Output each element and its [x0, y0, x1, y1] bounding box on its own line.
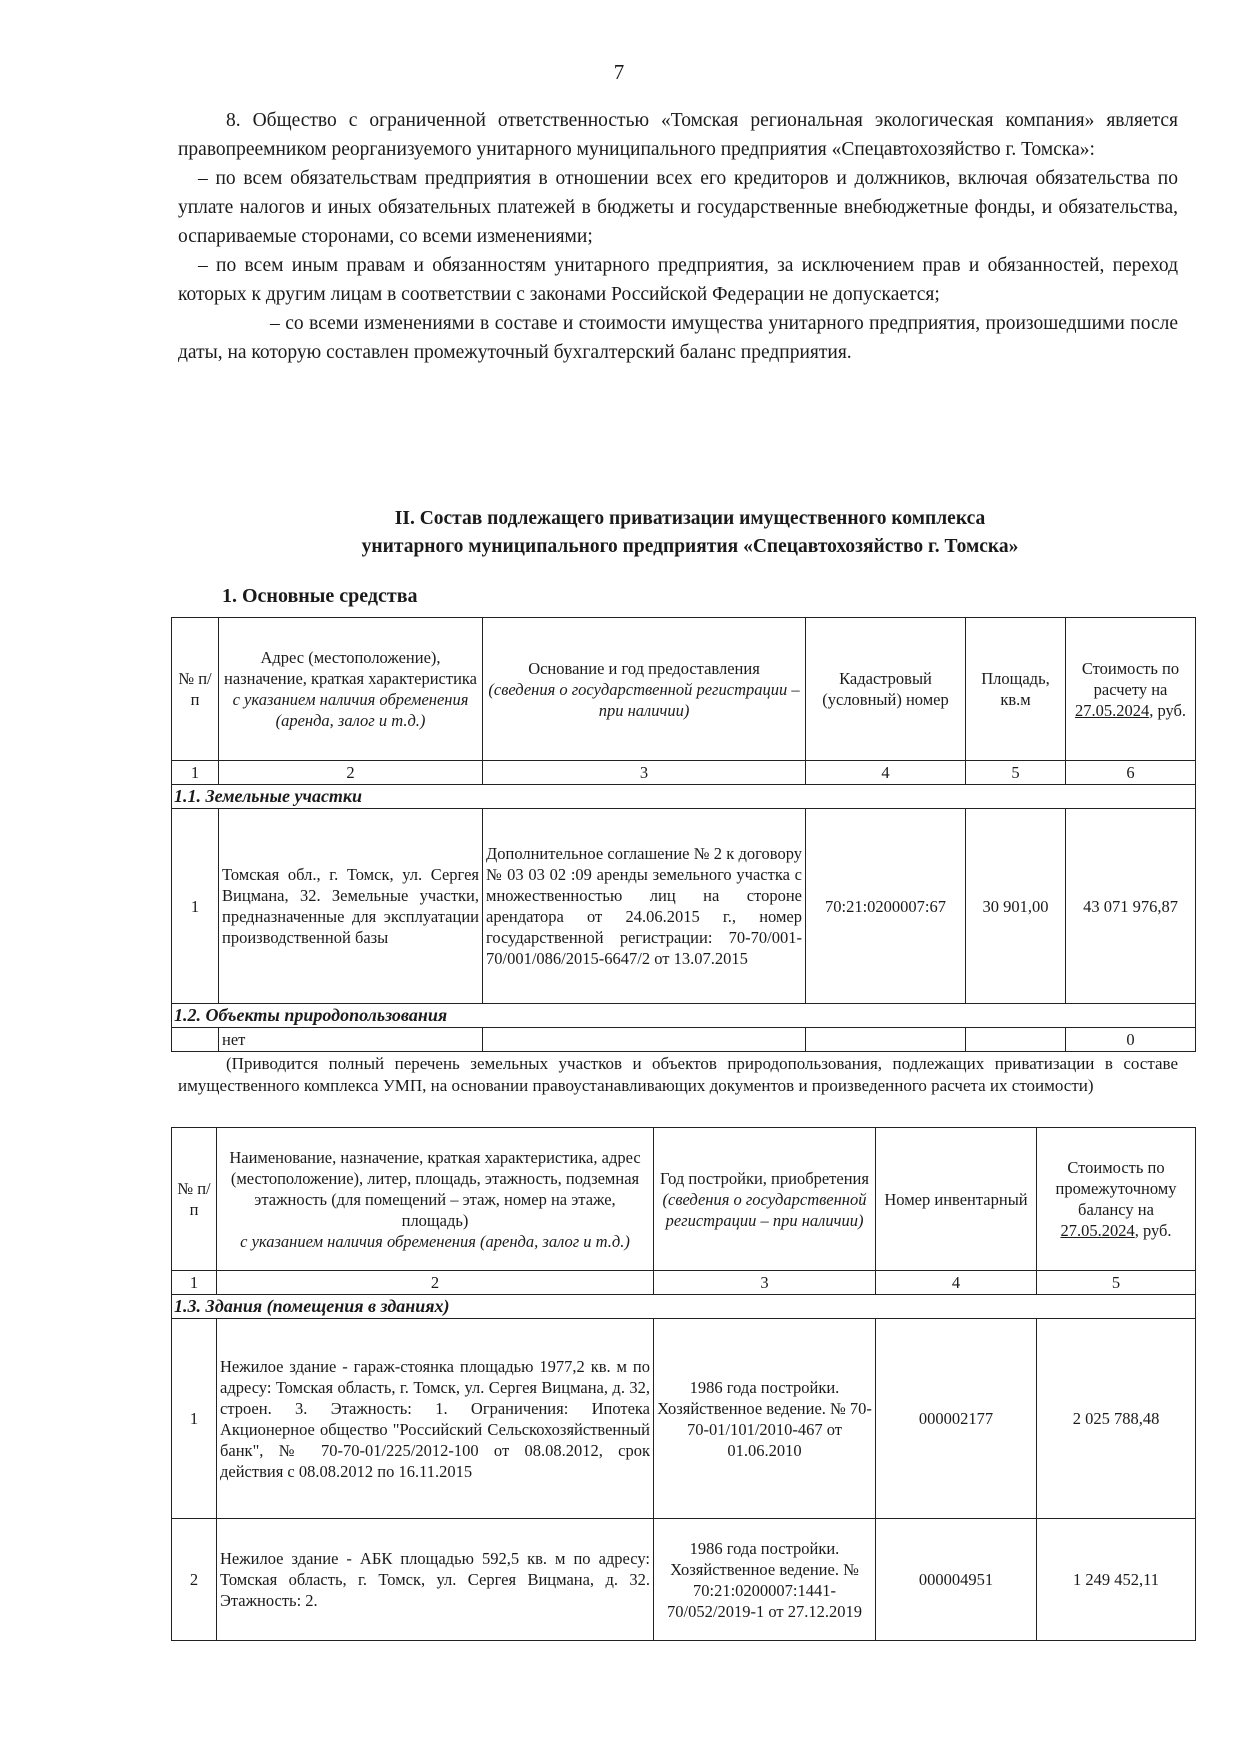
row-name: Нежилое здание - гараж-стоянка площадью 1977,2 кв. м по адресу: Томская область, г. Томск, ул. Сергея Вицмана, д. 32, строен. 3. Этажность: 1. Ограничения: Ипотека Акционерное общество "Российский Сельскохозяйственный банк", № 70-70-01/225/2012-100 от 08.08.2012, срок действия с 08.08.2012 по 16.11.2015 [217, 1319, 654, 1519]
row-area: 30 901,00 [966, 809, 1066, 1004]
paragraph-property-changes: – со всеми изменениями в составе и стоимости имущества унитарного предприятия, произошедшими после даты, на которую составлен промежуточный бухгалтерский баланс предприятия. [178, 313, 1178, 363]
row-cadastral: 70:21:0200007:67 [806, 809, 966, 1004]
paragraph-rights: – по всем иным правам и обязанностям унитарного предприятия, за исключением прав и обязанностей, переход которых к другим лицам в соответствии с законами Российской Федерации не допускается; [178, 255, 1178, 305]
row-basis: Дополнительное соглашение № 2 к договору № 03 03 02 :09 аренды земельного участка с множественностью лиц на стороне арендатора от 24.06.2015 г., номер государственной регистрации: 70-70/001-70/001/086/2015-6647/2 от 13.07.2015 [483, 809, 806, 1004]
header-number: № п/п [172, 618, 219, 761]
row-inventory: 000004951 [876, 1519, 1037, 1641]
header-cost: Стоимость по расчету на 27.05.2024, руб. [1066, 618, 1196, 761]
subsection-title: 1. Основные средства [222, 585, 418, 607]
header-number: № п/п [172, 1128, 217, 1271]
table-row [172, 809, 1196, 1004]
header-basis: Основание и год предоставления (сведения о государственной регистрации – при наличии) [483, 618, 806, 761]
section-title [170, 505, 1210, 561]
table-note: (Приводится полный перечень земельных участков и объектов природопользования, подлежащих приватизации в составе имущественного комплекса УМП, на основании правоустанавливающих документов и произведенного расчета их стоимости) [178, 1054, 1178, 1095]
table-header-row [172, 618, 1196, 761]
table-header-row [172, 1128, 1196, 1271]
row-year: 1986 года постройки. Хозяйственное ведение. № 70:21:0200007:1441-70/052/2019-1 от 27.12.2019 [654, 1519, 876, 1641]
row-number: 2 [172, 1519, 217, 1641]
row-name: Нежилое здание - АБК площадью 592,5 кв. м по адресу: Томская область, г. Томск, ул. Сергея Вицмана, д. 32. Этажность: 2. [217, 1519, 654, 1641]
row-cost: 2 025 788,48 [1037, 1319, 1196, 1519]
row-year: 1986 года постройки. Хозяйственное ведение. № 70-70-01/101/2010-467 от 01.06.2010 [654, 1319, 876, 1519]
paragraph-obligations: – по всем обязательствам предприятия в отношении всех его кредиторов и должников, включая обязательства по уплате налогов и иных обязательных платежей в бюджеты и государственные внебюджетные фонды, и обязательства, оспариваемые сторонами, со всеми изменениями; [178, 168, 1178, 247]
buildings-table [171, 1127, 1196, 1641]
row-cost: 1 249 452,11 [1037, 1519, 1196, 1641]
header-year: Год постройки, приобретения (сведения о государственной регистрации – при наличии) [654, 1128, 876, 1271]
row-cost: 0 [1066, 1028, 1196, 1052]
paragraph-successor: 8. Общество с ограниченной ответственностью «Томская региональная экологическая компания» является правопреемником реорганизуемого унитарного муниципального предприятия «Спецавтохозяйство г. Томска»: [178, 110, 1178, 160]
table-row [172, 1319, 1196, 1519]
row-number: 1 [172, 1319, 217, 1519]
header-cadastral: Кадастровый (условный) номер [806, 618, 966, 761]
header-inventory: Номер инвентарный [876, 1128, 1037, 1271]
header-area: Площадь, кв.м [966, 618, 1066, 761]
row-cost: 43 071 976,87 [1066, 809, 1196, 1004]
section-title-line1: II. Состав подлежащего приватизации имущественного комплекса [394, 508, 986, 529]
fixed-assets-land-table [171, 617, 1196, 1052]
page-number: 7 [613, 60, 625, 84]
group-row-buildings: 1.3. Здания (помещения в зданиях) [172, 1295, 1196, 1319]
column-number-row: 1 2 3 4 5 6 [172, 761, 1196, 785]
column-number-row: 1 2 3 4 5 [172, 1271, 1196, 1295]
intro-text [178, 106, 1178, 367]
header-address: Адрес (местоположение), назначение, краткая характеристика с указанием наличия обременения (аренда, залог и т.д.) [219, 618, 483, 761]
header-cost: Стоимость по промежуточному балансу на 27.05.2024, руб. [1037, 1128, 1196, 1271]
row-name: нет [219, 1028, 483, 1052]
row-address: Томская обл., г. Томск, ул. Сергея Вицмана, 32. Земельные участки, предназначенные для эксплуатации производственной базы [219, 809, 483, 1004]
table-row [172, 1028, 1196, 1052]
group-row-land: 1.1. Земельные участки [172, 785, 1196, 809]
row-inventory: 000002177 [876, 1319, 1037, 1519]
row-number: 1 [172, 809, 219, 1004]
header-name: Наименование, назначение, краткая характеристика, адрес (местоположение), литер, площадь, этажность, подземная этажность (для помещений – этаж, номер на этаже, площадь) с указанием наличия обременения (аренда, залог и т.д.) [217, 1128, 654, 1271]
section-title-line2: унитарного муниципального предприятия «Спецавтохозяйство г. Томска» [361, 536, 1019, 557]
group-row-nature: 1.2. Объекты природопользования [172, 1004, 1196, 1028]
table-row [172, 1519, 1196, 1641]
